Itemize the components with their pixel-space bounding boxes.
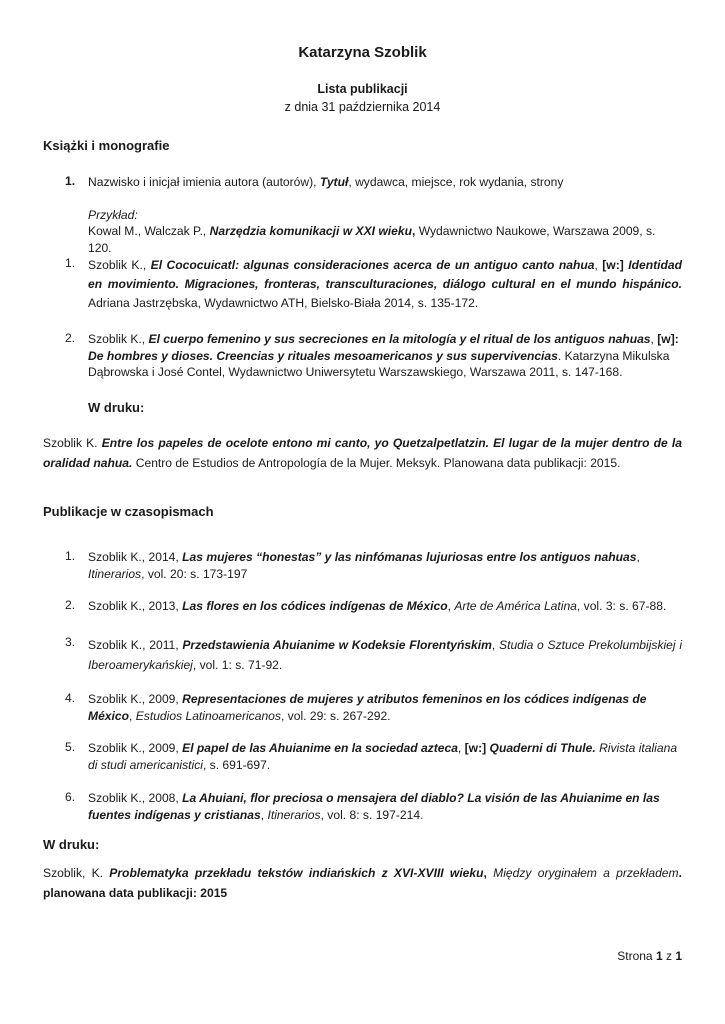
list-title: Lista publikacji	[317, 82, 408, 96]
book-entry: Szoblik K., El cuerpo femenino y sus secreciones en la mitología y el ritual de los antiguos nahuas, [w]: De hombres y dioses. Creencias y rituales mesoamericanos y sus supervivencias. Katarzyna Mikulska Dąbrowska i José Contel, Wydawnictwo Uniwersytetu Warszawskiego, Warszawa 2011, s. 147-168.	[88, 332, 679, 379]
template-number: 1.	[65, 174, 76, 188]
book-entry: Szoblik K., El Cococuicatl: algunas consideraciones acerca de un antiguo canto nahua, [w:] Identidad en movimiento. Migraciones, fronteras, transculturaciones, diálogo cultural en el mundo hispánico. Adriana Jastrzębska, Wydawnictwo ATH, Bielsko-Biała 2014, s. 135-172.	[88, 258, 682, 310]
template-entry: Nazwisko i inicjał imienia autora (autorów), Tytuł, wydawca, miejsce, rok wydania, strony	[88, 175, 564, 189]
page-footer: Strona 1 z 1	[617, 949, 682, 963]
journal-number: 4.	[65, 691, 76, 705]
journal-entry: Szoblik K., 2009, El papel de las Ahuianime en la sociedad azteca, [w:] Quaderni di Thule. Rivista italiana di studi americanistici, s. 691-697.	[88, 741, 678, 772]
journal-entry: Szoblik K., 2014, Las mujeres “honestas” y las ninfómanas lujuriosas entre los antiguos nahuas, Itinerarios, vol. 20: s. 173-197	[88, 550, 640, 581]
journal-entry: Szoblik K., 2009, Representaciones de mujeres y atributos femeninos en los códices indígenas de México, Estudios Latinoamericanos, vol. 29: s. 267-292.	[88, 692, 647, 723]
books-heading: Książki i monografie	[43, 138, 170, 153]
book-number: 2.	[65, 331, 76, 345]
journal-entry: Szoblik K., 2013, Las flores en los códices indígenas de México, Arte de América Latina, vol. 3: s. 67-88.	[88, 599, 667, 613]
journal-number: 2.	[65, 598, 76, 612]
journals-in-press-heading: W druku:	[43, 837, 100, 852]
page-number: 1	[655, 949, 663, 963]
books-in-press-heading: W druku:	[88, 400, 145, 415]
book-number: 1.	[65, 256, 76, 270]
author-name: Katarzyna Szoblik	[298, 44, 427, 61]
journal-number: 1.	[65, 549, 76, 563]
example-label: Przykład:	[88, 208, 138, 222]
journal-entry: Szoblik K., 2011, Przedstawienia Ahuianime w Kodeksie Florentyńskim, Studia o Sztuce Prekolumbijskiej i Iberoamerykańskiej, vol. 1: s. 71-92.	[88, 638, 683, 672]
journal-entry: Szoblik K., 2008, La Ahuiani, flor preciosa o mensajera del diablo? La visión de las Ahuianime en las fuentes indígenas y cristianas, Itinerarios, vol. 8: s. 197-214.	[88, 791, 660, 822]
list-date: z dnia 31 października 2014	[284, 100, 441, 114]
example-entry: Kowal M., Walczak P., Narzędzia komunikacji w XXI wieku, Wydawnictwo Naukowe, Warszawa 2009, s. 120.	[88, 224, 656, 255]
books-in-press-entry: Szoblik K. Entre los papeles de ocelote entono mi canto, yo Quetzalpetlatzin. El lugar de la mujer dentro de la oralidad nahua. Centro de Estudios de Antropología de la Mujer. Meksyk. Planowana data publikacji: 2015.	[43, 436, 682, 470]
page-total: 1	[675, 949, 682, 963]
journal-number: 3.	[65, 635, 76, 649]
journals-in-press-entry: Szoblik, K. Problematyka przekładu tekstów indiańskich z XVI-XVIII wieku, Między oryginałem a przekładem. planowana data publikacji: 2015	[43, 866, 682, 900]
journals-heading: Publikacje w czasopismach	[43, 504, 214, 519]
journal-number: 5.	[65, 740, 76, 754]
journal-number: 6.	[65, 790, 76, 804]
